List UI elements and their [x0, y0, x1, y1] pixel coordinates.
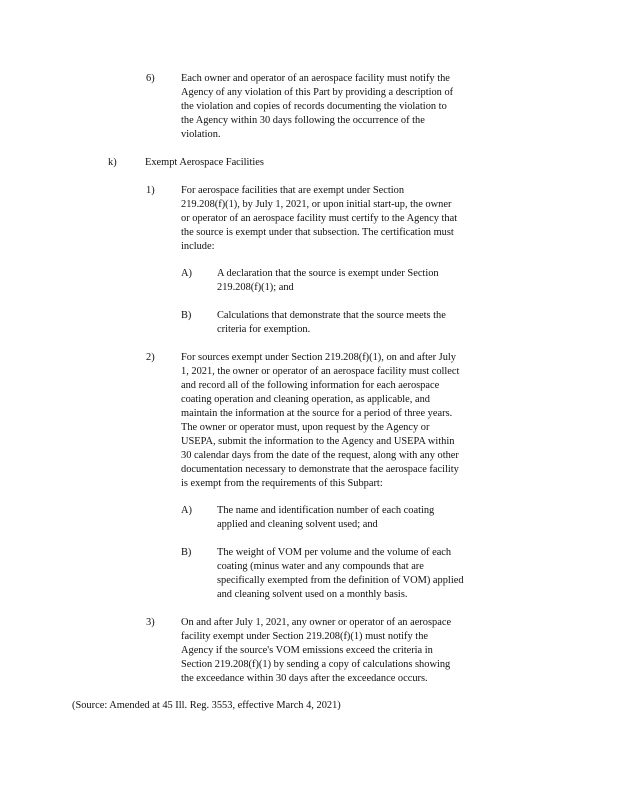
item-1-sub-a-label: A) [181, 268, 192, 279]
item-2-text: For sources exempt under Section 219.208(f)(1), on and after July 1, 2021, the owner or operator of an aerospace facility must collect and record all of the following information for each aerospace coating operation and cleaning operation, as applicable, and maintain the information at the source for a period of three years. The owner or operator must, upon request by the Agency or USEPA, submit the information to the Agency and USEPA within 30 calendar days from the date of the request, along with any other documentation necessary to demonstrate that the aerospace facility is exempt from the requirements of this Subpart: [181, 352, 460, 489]
item-1-sub-b-text: Calculations that demonstrate that the source meets the criteria for exemption. [217, 310, 446, 335]
item-1-sub-a-text: A declaration that the source is exempt under Section 219.208(f)(1); and [217, 268, 439, 293]
item-2-sub-b-label: B) [181, 547, 192, 558]
section-k-label: k) [108, 157, 117, 168]
item-2-label: 2) [146, 352, 155, 363]
item-6-label: 6) [146, 73, 155, 84]
item-3-label: 3) [146, 617, 155, 628]
item-2-sub-a-label: A) [181, 505, 192, 516]
item-1-label: 1) [146, 185, 155, 196]
item-2-sub-b-text: The weight of VOM per volume and the volume of each coating (minus water and any compounds that are specifically exempted from the definition of VOM) applied and cleaning solvent used on a monthly basis. [217, 547, 464, 600]
item-2-sub-a-text: The name and identification number of each coating applied and cleaning solvent used; and [217, 505, 435, 530]
source-note: (Source: Amended at 45 Ill. Reg. 3553, effective March 4, 2021) [72, 700, 341, 711]
item-1-text: For aerospace facilities that are exempt under Section 219.208(f)(1), by July 1, 2021, or upon initial start-up, the owner or operator of an aerospace facility must certify to the Agency that the source is exempt under that subsection. The certification must include: [181, 185, 458, 252]
item-1-sub-b-label: B) [181, 310, 192, 321]
item-6-text: Each owner and operator of an aerospace facility must notify the Agency of any violation of this Part by providing a description of the violation and copies of records documenting the violation to the Agency within 30 days following the occurrence of the violation. [181, 73, 454, 140]
section-k-title: Exempt Aerospace Facilities [145, 157, 264, 168]
item-3-text: On and after July 1, 2021, any owner or operator of an aerospace facility exempt under Section 219.208(f)(1) must notify the Agency if the source's VOM emissions exceed the criteria in Section 219.208(f)(1) by sending a copy of calculations showing the exceedance within 30 days after the exceedance occurs. [181, 617, 452, 684]
